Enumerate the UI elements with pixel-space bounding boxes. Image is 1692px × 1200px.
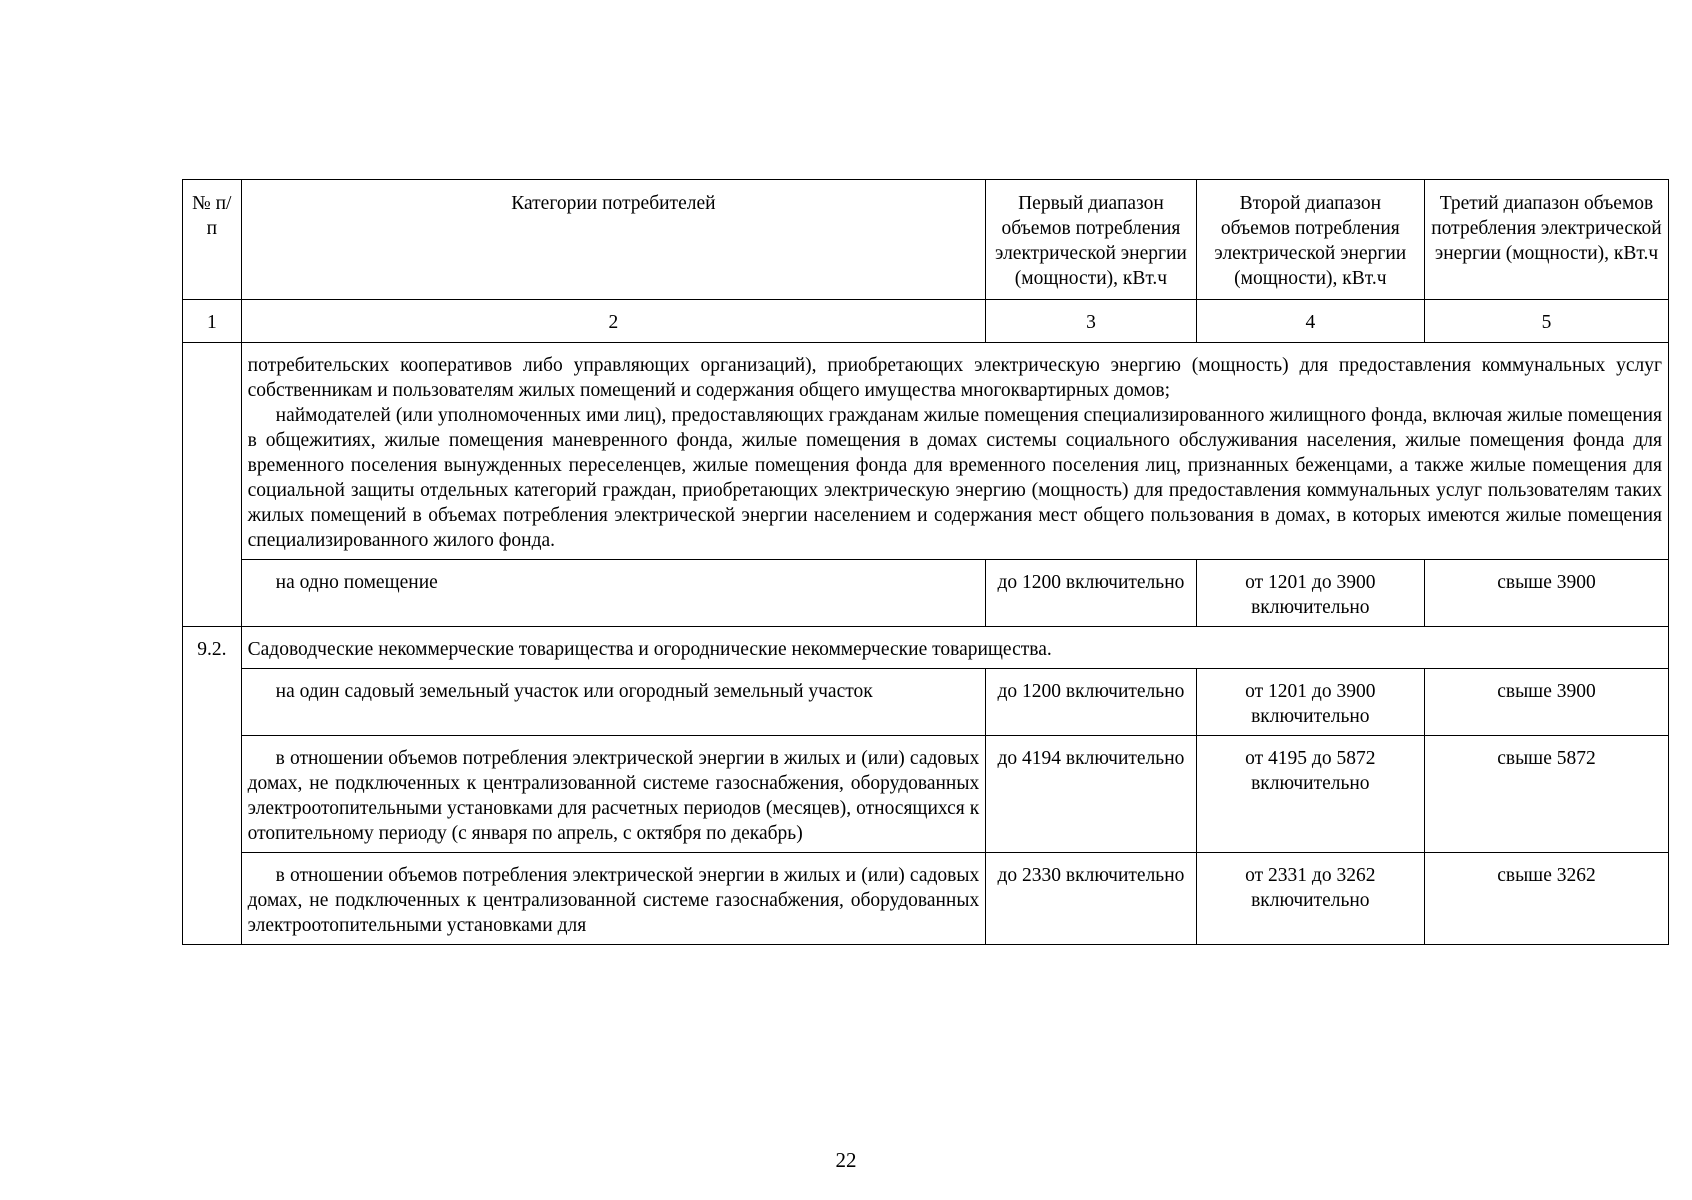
column-number-row [183, 300, 1669, 343]
row-label: в отношении объемов потребления электрической энергии в жилых и (или) садовых домах, не подключенных к централизованной системе газоснабжения, оборудованных электроотопительными установками для расчетных периодов (месяцев), относящихся к отопительному периоду (с января по апрель, с октября по декабрь) [241, 736, 986, 853]
row-label: на одно помещение [241, 560, 986, 627]
num-cell-empty [183, 853, 242, 945]
table-header-row [183, 180, 1669, 300]
column-number: 1 [183, 300, 242, 343]
row-range1: до 1200 включительно [986, 560, 1196, 627]
header-range3: Третий диапазон объемов потребления электрической энергии (мощности), кВт.ч [1424, 180, 1668, 300]
header-range1: Первый диапазон объемов потребления электрической энергии (мощности), кВт.ч [986, 180, 1196, 300]
num-cell-empty [183, 669, 242, 736]
row-range1: до 1200 включительно [986, 669, 1196, 736]
num-cell-empty [183, 560, 242, 627]
column-number: 3 [986, 300, 1196, 343]
column-number: 5 [1424, 300, 1668, 343]
table-row [183, 560, 1669, 627]
section-title: Садоводческие некоммерческие товарищества и огороднические некоммерческие товарищества. [241, 627, 1668, 669]
row-range2: от 2331 до 3262 включительно [1196, 853, 1424, 945]
row-range3: свыше 3900 [1424, 669, 1668, 736]
table-row [183, 853, 1669, 945]
row-range2: от 4195 до 5872 включительно [1196, 736, 1424, 853]
header-num: № п/п [183, 180, 242, 300]
row-range3: свыше 3262 [1424, 853, 1668, 945]
table-row [183, 669, 1669, 736]
table-row [183, 736, 1669, 853]
row-range1: до 2330 включительно [986, 853, 1196, 945]
continuation-para-2: наймодателей (или уполномоченных ими лиц), предоставляющих гражданам жилые помещения специализированного жилищного фонда, включая жилые помещения в общежитиях, жилые помещения маневренного фонда, жилые помещения в домах системы социального обслуживания населения, жилые помещения фонда для временного поселения вынужденных переселенцев, жилые помещения фонда для временного поселения лиц, признанных беженцами, а также жилые помещения для социальной защиты отдельных категорий граждан, приобретающих электрическую энергию (мощность) для предоставления коммунальных услуг пользователям таких жилых помещений в объемах потребления электрической энергии населением и содержания мест общего пользования в домах, в которых имеются жилые помещения специализированного жилого фонда. [247, 405, 1662, 551]
header-range2: Второй диапазон объемов потребления электрической энергии (мощности), кВт.ч [1196, 180, 1424, 300]
header-category: Категории потребителей [241, 180, 986, 300]
page-number: 22 [835, 1148, 857, 1172]
continuation-row [183, 343, 1669, 560]
section-title-row [183, 627, 1669, 669]
column-number: 2 [241, 300, 986, 343]
row-range3: свыше 3900 [1424, 560, 1668, 627]
section-number: 9.2. [183, 627, 242, 669]
row-label: на один садовый земельный участок или огородный земельный участок [241, 669, 986, 736]
num-cell-empty [183, 736, 242, 853]
row-range2: от 1201 до 3900 включительно [1196, 560, 1424, 627]
column-number: 4 [1196, 300, 1424, 343]
continuation-text [241, 343, 1668, 560]
row-range1: до 4194 включительно [986, 736, 1196, 853]
num-cell-empty [183, 343, 242, 560]
continuation-para-1: потребительских кооперативов либо управляющих организаций), приобретающих электрическую энергию (мощность) для предоставления коммунальных услуг собственникам и пользователям жилых помещений и содержания общего имущества многоквартирных домов; [247, 355, 1662, 401]
row-range3: свыше 5872 [1424, 736, 1668, 853]
row-range2: от 1201 до 3900 включительно [1196, 669, 1424, 736]
row-label: в отношении объемов потребления электрической энергии в жилых и (или) садовых домах, не подключенных к централизованной системе газоснабжения, оборудованных электроотопительными установками для [241, 853, 986, 945]
tariff-table [182, 179, 1669, 945]
